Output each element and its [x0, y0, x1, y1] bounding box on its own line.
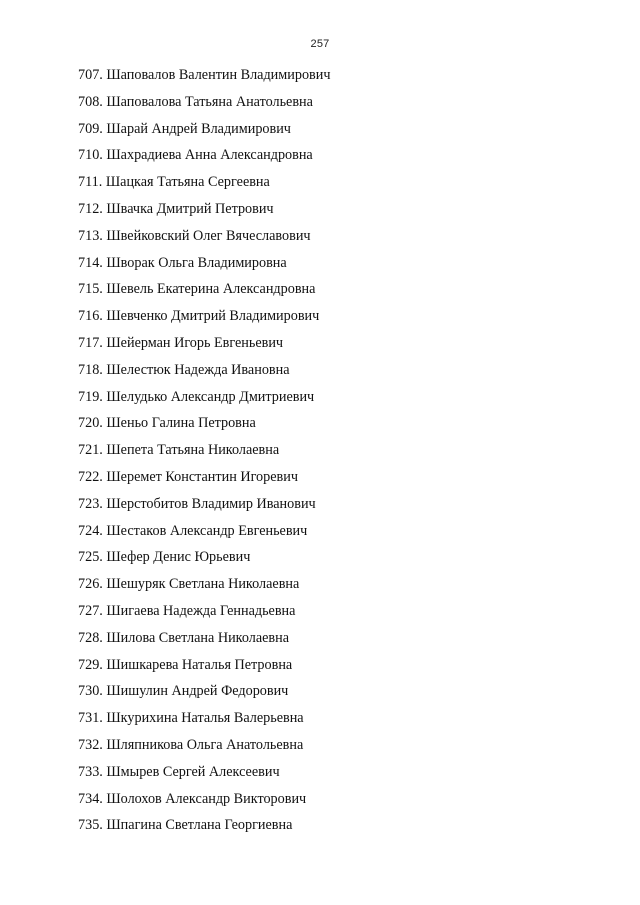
entry-number: 724.: [78, 522, 103, 539]
entry-number: 730.: [78, 683, 103, 700]
entry-name: Шигаева Надежда Геннадьевна: [106, 602, 296, 619]
entry-name: Шефер Денис Юрьевич: [106, 549, 251, 566]
entry-name: Шешуряк Светлана Николаевна: [106, 576, 300, 593]
list-item: [78, 389, 598, 416]
entry-name: Шестаков Александр Евгеньевич: [106, 522, 308, 539]
list-item: [78, 121, 598, 148]
entry-number: 711.: [78, 174, 103, 191]
list-item: [78, 308, 598, 335]
entry-name: Шишкарева Наталья Петровна: [106, 656, 293, 673]
entry-number: 731.: [78, 710, 103, 727]
entry-number: 722.: [78, 468, 103, 485]
list-item: [78, 523, 598, 550]
list-item: [78, 415, 598, 442]
entry-name: Шахрадиева Анна Александровна: [106, 147, 313, 164]
page-number: 257: [310, 38, 330, 50]
list-item: [78, 335, 598, 362]
list-item: [78, 710, 598, 737]
list-item: [78, 496, 598, 523]
entry-number: 734.: [78, 790, 103, 807]
list-item: [78, 94, 598, 121]
entry-number: 708.: [78, 93, 103, 110]
list-item: [78, 281, 598, 308]
entry-name: Шепета Татьяна Николаевна: [106, 442, 280, 459]
entry-number: 714.: [78, 254, 103, 271]
list-item: [78, 201, 598, 228]
list-item: [78, 764, 598, 791]
list-item: [78, 67, 598, 94]
list-item: [78, 657, 598, 684]
entry-name: Шеремет Константин Игоревич: [106, 468, 298, 485]
entry-number: 735.: [78, 817, 103, 834]
entry-number: 732.: [78, 736, 103, 753]
list-item: [78, 817, 598, 844]
list-item: [78, 255, 598, 282]
entry-number: 720.: [78, 415, 103, 432]
entry-name: Шилова Светлана Николаевна: [106, 629, 290, 646]
entry-number: 721.: [78, 442, 103, 459]
entry-name: Шмырев Сергей Алексеевич: [106, 763, 280, 780]
list-item: [78, 362, 598, 389]
entry-name: Шарай Андрей Владимирович: [106, 120, 291, 137]
entry-name: Шолохов Александр Викторович: [106, 790, 307, 807]
entry-number: 715.: [78, 281, 103, 298]
entry-name: Шаповалова Татьяна Анатольевна: [106, 93, 313, 110]
list-item: [78, 630, 598, 657]
entry-name: Швачка Дмитрий Петрович: [106, 200, 274, 217]
list-item: [78, 147, 598, 174]
entry-number: 718.: [78, 361, 103, 378]
entry-name: Шишулин Андрей Федорович: [106, 683, 289, 700]
entry-number: 709.: [78, 120, 103, 137]
list-item: [78, 469, 598, 496]
entry-name: Шерстобитов Владимир Иванович: [106, 495, 316, 512]
entry-number: 710.: [78, 147, 103, 164]
entry-name: Шевченко Дмитрий Владимирович: [106, 308, 320, 325]
entry-number: 733.: [78, 763, 103, 780]
entry-number: 712.: [78, 200, 103, 217]
name-list: [78, 67, 598, 844]
entry-name: Шворак Ольга Владимировна: [106, 254, 287, 271]
list-item: [78, 549, 598, 576]
entry-number: 727.: [78, 602, 103, 619]
list-item: [78, 683, 598, 710]
list-item: [78, 174, 598, 201]
entry-number: 717.: [78, 334, 103, 351]
entry-number: 716.: [78, 308, 103, 325]
entry-number: 726.: [78, 576, 103, 593]
entry-number: 719.: [78, 388, 103, 405]
entry-number: 707.: [78, 67, 103, 83]
entry-number: 725.: [78, 549, 103, 566]
entry-name: Швейковский Олег Вячеславович: [106, 227, 311, 244]
entry-name: Шацкая Татьяна Сергеевна: [105, 174, 270, 191]
list-item: [78, 228, 598, 255]
entry-name: Шелудько Александр Дмитриевич: [106, 388, 315, 405]
entry-number: 728.: [78, 629, 103, 646]
entry-name: Шпагина Светлана Георгиевна: [106, 817, 293, 834]
entry-number: 723.: [78, 495, 103, 512]
entry-name: Шеньо Галина Петровна: [106, 415, 256, 432]
entry-number: 729.: [78, 656, 103, 673]
entry-name: Шелестюк Надежда Ивановна: [106, 361, 290, 378]
list-item: [78, 791, 598, 818]
entry-name: Шаповалов Валентин Владимирович: [106, 67, 331, 83]
list-item: [78, 603, 598, 630]
list-item: [78, 576, 598, 603]
entry-number: 713.: [78, 227, 103, 244]
entry-name: Шейерман Игорь Евгеньевич: [106, 334, 284, 351]
entry-name: Шкурихина Наталья Валерьевна: [106, 710, 304, 727]
list-item: [78, 442, 598, 469]
entry-name: Шевель Екатерина Александровна: [106, 281, 316, 298]
entry-name: Шляпникова Ольга Анатольевна: [106, 736, 304, 753]
list-item: [78, 737, 598, 764]
